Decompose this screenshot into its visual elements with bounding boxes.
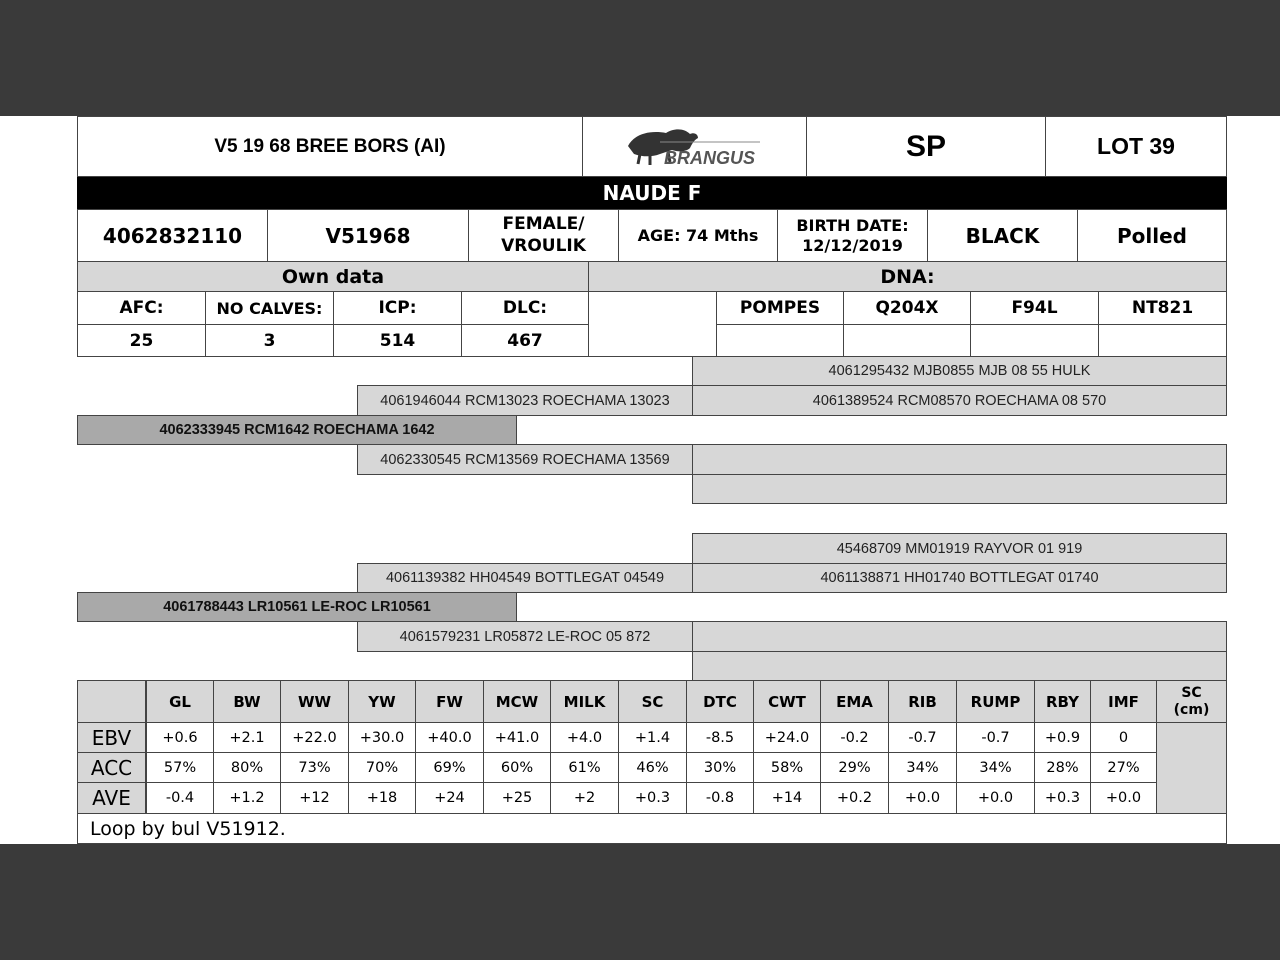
- acc-value-ema: 29%: [820, 752, 889, 783]
- acc-value-gl: 57%: [146, 752, 214, 783]
- ebv-header-cwt: CWT: [753, 680, 821, 723]
- ave-value-cwt: +14: [753, 782, 821, 814]
- ebv-header-gl: GL: [146, 680, 214, 723]
- ave-value-rump: +0.0: [956, 782, 1035, 814]
- ebv-value-bw: +2.1: [213, 722, 281, 753]
- sex-line1: FEMALE/: [502, 214, 585, 235]
- pedigree-sire-dam-dam: [692, 474, 1227, 504]
- ebv-value-mcw: +41.0: [483, 722, 551, 753]
- sc-cm-blank: [1156, 722, 1227, 814]
- animal-name: V5 19 68 BREE BORS (AI): [77, 116, 583, 177]
- ebv-header-imf: IMF: [1090, 680, 1157, 723]
- dna-value-pompes: [716, 324, 844, 357]
- ebv-value-cwt: +24.0: [753, 722, 821, 753]
- dna-header-pompes: POMPES: [716, 291, 844, 325]
- ebv-header-yw: YW: [348, 680, 416, 723]
- class-code: SP: [806, 116, 1046, 177]
- pedigree-sire: 4062333945 RCM1642 ROECHAMA 1642: [77, 415, 517, 445]
- pedigree-dam-dam-dam: [692, 651, 1227, 681]
- ebv-value-sc: +1.4: [618, 722, 687, 753]
- ebv-header-bw: BW: [213, 680, 281, 723]
- ebv-value-rump: -0.7: [956, 722, 1035, 753]
- acc-value-bw: 80%: [213, 752, 281, 783]
- dna-header-nt821: NT821: [1098, 291, 1227, 325]
- ebv-header-dtc: DTC: [686, 680, 754, 723]
- logo-text: BRANGUS: [663, 147, 755, 168]
- horn-status: Polled: [1077, 209, 1227, 262]
- own-header-calves: NO CALVES:: [205, 291, 334, 325]
- ave-value-ww: +12: [280, 782, 349, 814]
- acc-value-rby: 28%: [1034, 752, 1091, 783]
- acc-value-mcw: 60%: [483, 752, 551, 783]
- ave-value-imf: +0.0: [1090, 782, 1157, 814]
- bull-icon: [620, 124, 770, 170]
- ave-value-gl: -0.4: [146, 782, 214, 814]
- animal-id: V51968: [267, 209, 469, 262]
- ebv-value-imf: 0: [1090, 722, 1157, 753]
- acc-value-rib: 34%: [888, 752, 957, 783]
- registration-number: 4062832110: [77, 209, 268, 262]
- pedigree-sire-dam: 4062330545 RCM13569 ROECHAMA 13569: [357, 444, 693, 475]
- ebv-value-milk: +4.0: [550, 722, 619, 753]
- ave-value-rby: +0.3: [1034, 782, 1091, 814]
- dna-header-q204x: Q204X: [843, 291, 971, 325]
- pedigree-sire-sire-dam: 4061389524 RCM08570 ROECHAMA 08 570: [692, 385, 1227, 416]
- ebv-row-label: EBV: [77, 722, 146, 753]
- pedigree-sire-sire-sire: 4061295432 MJB0855 MJB 08 55 HULK: [692, 356, 1227, 386]
- own-header-icp: ICP:: [333, 291, 462, 325]
- pedigree-dam-sire: 4061139382 HH04549 BOTTLEGAT 04549: [357, 563, 693, 593]
- dna-header-f94l: F94L: [970, 291, 1099, 325]
- dna-title: DNA:: [588, 261, 1227, 292]
- acc-value-fw: 69%: [415, 752, 484, 783]
- ave-value-mcw: +25: [483, 782, 551, 814]
- ebv-header-rby: RBY: [1034, 680, 1091, 723]
- pedigree-dam-dam: 4061579231 LR05872 LE-ROC 05 872: [357, 621, 693, 652]
- dna-value-nt821: [1098, 324, 1227, 357]
- ebv-value-rib: -0.7: [888, 722, 957, 753]
- own-header-dlc: DLC:: [461, 291, 589, 325]
- ave-value-dtc: -0.8: [686, 782, 754, 814]
- ave-row-label: AVE: [77, 782, 146, 814]
- sc-cm-line1: SC: [1181, 684, 1202, 701]
- ave-value-milk: +2: [550, 782, 619, 814]
- lot-number: LOT 39: [1045, 116, 1227, 177]
- age: AGE: 74 Mths: [618, 209, 778, 262]
- breeder-name: NAUDE F: [77, 177, 1227, 209]
- ebv-header-sc-cm: [1156, 680, 1227, 723]
- pedigree-dam: 4061788443 LR10561 LE-ROC LR10561: [77, 592, 517, 622]
- acc-value-imf: 27%: [1090, 752, 1157, 783]
- birth-date: 12/12/2019: [802, 235, 903, 255]
- ebv-header-rump: RUMP: [956, 680, 1035, 723]
- ebv-value-gl: +0.6: [146, 722, 214, 753]
- ave-value-rib: +0.0: [888, 782, 957, 814]
- ebv-header-fw: FW: [415, 680, 484, 723]
- ebv-header-sc: SC: [618, 680, 687, 723]
- coat-color: BLACK: [927, 209, 1078, 262]
- lot-sheet: [0, 116, 1280, 844]
- own-header-afc: AFC:: [77, 291, 206, 325]
- ebv-value-dtc: -8.5: [686, 722, 754, 753]
- ave-value-sc: +0.3: [618, 782, 687, 814]
- own-value-calves: 3: [205, 324, 334, 357]
- pedigree-sire-sire: 4061946044 RCM13023 ROECHAMA 13023: [357, 385, 693, 416]
- own-value-afc: 25: [77, 324, 206, 357]
- ave-value-yw: +18: [348, 782, 416, 814]
- ebv-header-milk: MILK: [550, 680, 619, 723]
- acc-value-rump: 34%: [956, 752, 1035, 783]
- ebv-header-ema: EMA: [820, 680, 889, 723]
- ebv-value-rby: +0.9: [1034, 722, 1091, 753]
- ebv-header-rib: RIB: [888, 680, 957, 723]
- sc-cm-line2: (cm): [1173, 701, 1210, 718]
- acc-value-milk: 61%: [550, 752, 619, 783]
- sex-line2: VROULIK: [501, 235, 586, 256]
- ave-value-bw: +1.2: [213, 782, 281, 814]
- own-value-dlc: 467: [461, 324, 589, 357]
- ebv-value-ww: +22.0: [280, 722, 349, 753]
- acc-value-dtc: 30%: [686, 752, 754, 783]
- acc-value-yw: 70%: [348, 752, 416, 783]
- ave-value-fw: +24: [415, 782, 484, 814]
- acc-row-label: ACC: [77, 752, 146, 783]
- ave-value-ema: +0.2: [820, 782, 889, 814]
- pedigree-dam-dam-sire: [692, 621, 1227, 652]
- pedigree-sire-dam-sire: [692, 444, 1227, 475]
- ebv-value-fw: +40.0: [415, 722, 484, 753]
- birth-date-cell: [777, 209, 928, 262]
- own-value-icp: 514: [333, 324, 462, 357]
- acc-value-cwt: 58%: [753, 752, 821, 783]
- birth-date-label: BIRTH DATE:: [796, 215, 909, 235]
- comment: Loop by bul V51912.: [77, 813, 1227, 844]
- own-data-title: Own data: [77, 261, 589, 292]
- ebv-corner-cell: [77, 680, 146, 723]
- dna-blank-cell: [588, 291, 717, 357]
- brangus-logo: [582, 116, 807, 177]
- dna-value-q204x: [843, 324, 971, 357]
- acc-value-sc: 46%: [618, 752, 687, 783]
- pedigree-dam-sire-sire: 45468709 MM01919 RAYVOR 01 919: [692, 533, 1227, 564]
- sex-cell: [468, 209, 619, 262]
- pedigree-dam-sire-dam: 4061138871 HH01740 BOTTLEGAT 01740: [692, 563, 1227, 593]
- ebv-header-ww: WW: [280, 680, 349, 723]
- ebv-value-yw: +30.0: [348, 722, 416, 753]
- ebv-header-mcw: MCW: [483, 680, 551, 723]
- ebv-value-ema: -0.2: [820, 722, 889, 753]
- dna-value-f94l: [970, 324, 1099, 357]
- acc-value-ww: 73%: [280, 752, 349, 783]
